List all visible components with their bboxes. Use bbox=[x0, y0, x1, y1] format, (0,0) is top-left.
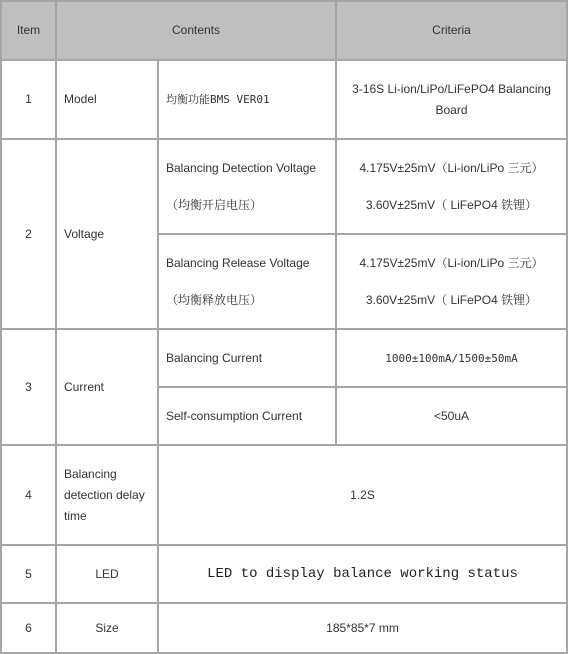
led-criteria: LED to display balance working status bbox=[158, 545, 567, 603]
item-label: Model bbox=[56, 60, 158, 139]
table-row bbox=[1, 445, 567, 545]
header-item: Item bbox=[1, 1, 56, 60]
balancing-current-label: Balancing Current bbox=[158, 329, 336, 387]
header-criteria: Criteria bbox=[336, 1, 567, 60]
header-row bbox=[1, 1, 567, 60]
detection-voltage-cn: （均衡开启电压） bbox=[166, 197, 263, 212]
balancing-current-criteria: 1000±100mA/1500±50mA bbox=[336, 329, 567, 387]
release-voltage-en: Balancing Release Voltage bbox=[166, 255, 310, 270]
detection-voltage-label bbox=[158, 139, 336, 234]
detection-voltage-criteria bbox=[336, 139, 567, 234]
detection-criteria-liion: 4.175V±25mV（Li-ion/LiPo 三元） bbox=[359, 160, 544, 175]
item-label: Current bbox=[56, 329, 158, 445]
release-voltage-criteria bbox=[336, 234, 567, 329]
item-label: Voltage bbox=[56, 139, 158, 329]
detection-voltage-en: Balancing Detection Voltage bbox=[166, 160, 317, 175]
item-label: Balancing detection delay time bbox=[56, 445, 158, 545]
table-row bbox=[1, 139, 567, 234]
table-row bbox=[1, 603, 567, 653]
release-voltage-cn: （均衡释放电压） bbox=[166, 292, 263, 307]
release-criteria-lifepo4: 3.60V±25mV（ LiFePO4 铁锂） bbox=[365, 292, 538, 307]
table-row bbox=[1, 60, 567, 139]
model-value: 均衡功能BMS VER01 bbox=[158, 60, 336, 139]
delay-time-criteria: 1.2S bbox=[158, 445, 567, 545]
self-consumption-criteria: <50uA bbox=[336, 387, 567, 445]
item-number: 6 bbox=[1, 603, 56, 653]
item-number: 3 bbox=[1, 329, 56, 445]
item-number: 4 bbox=[1, 445, 56, 545]
table-row bbox=[1, 329, 567, 387]
item-label: Size bbox=[56, 603, 158, 653]
item-number: 1 bbox=[1, 60, 56, 139]
item-number: 5 bbox=[1, 545, 56, 603]
header-contents: Contents bbox=[56, 1, 336, 60]
item-label: LED bbox=[56, 545, 158, 603]
self-consumption-label: Self-consumption Current bbox=[158, 387, 336, 445]
size-criteria: 185*85*7 mm bbox=[158, 603, 567, 653]
release-criteria-liion: 4.175V±25mV（Li-ion/LiPo 三元） bbox=[359, 255, 544, 270]
detection-criteria-lifepo4: 3.60V±25mV（ LiFePO4 铁锂） bbox=[365, 197, 538, 212]
model-criteria: 3-16S Li-ion/LiPo/LiFePO4 Balancing Board bbox=[336, 60, 567, 139]
item-number: 2 bbox=[1, 139, 56, 329]
release-voltage-label bbox=[158, 234, 336, 329]
table-row bbox=[1, 545, 567, 603]
